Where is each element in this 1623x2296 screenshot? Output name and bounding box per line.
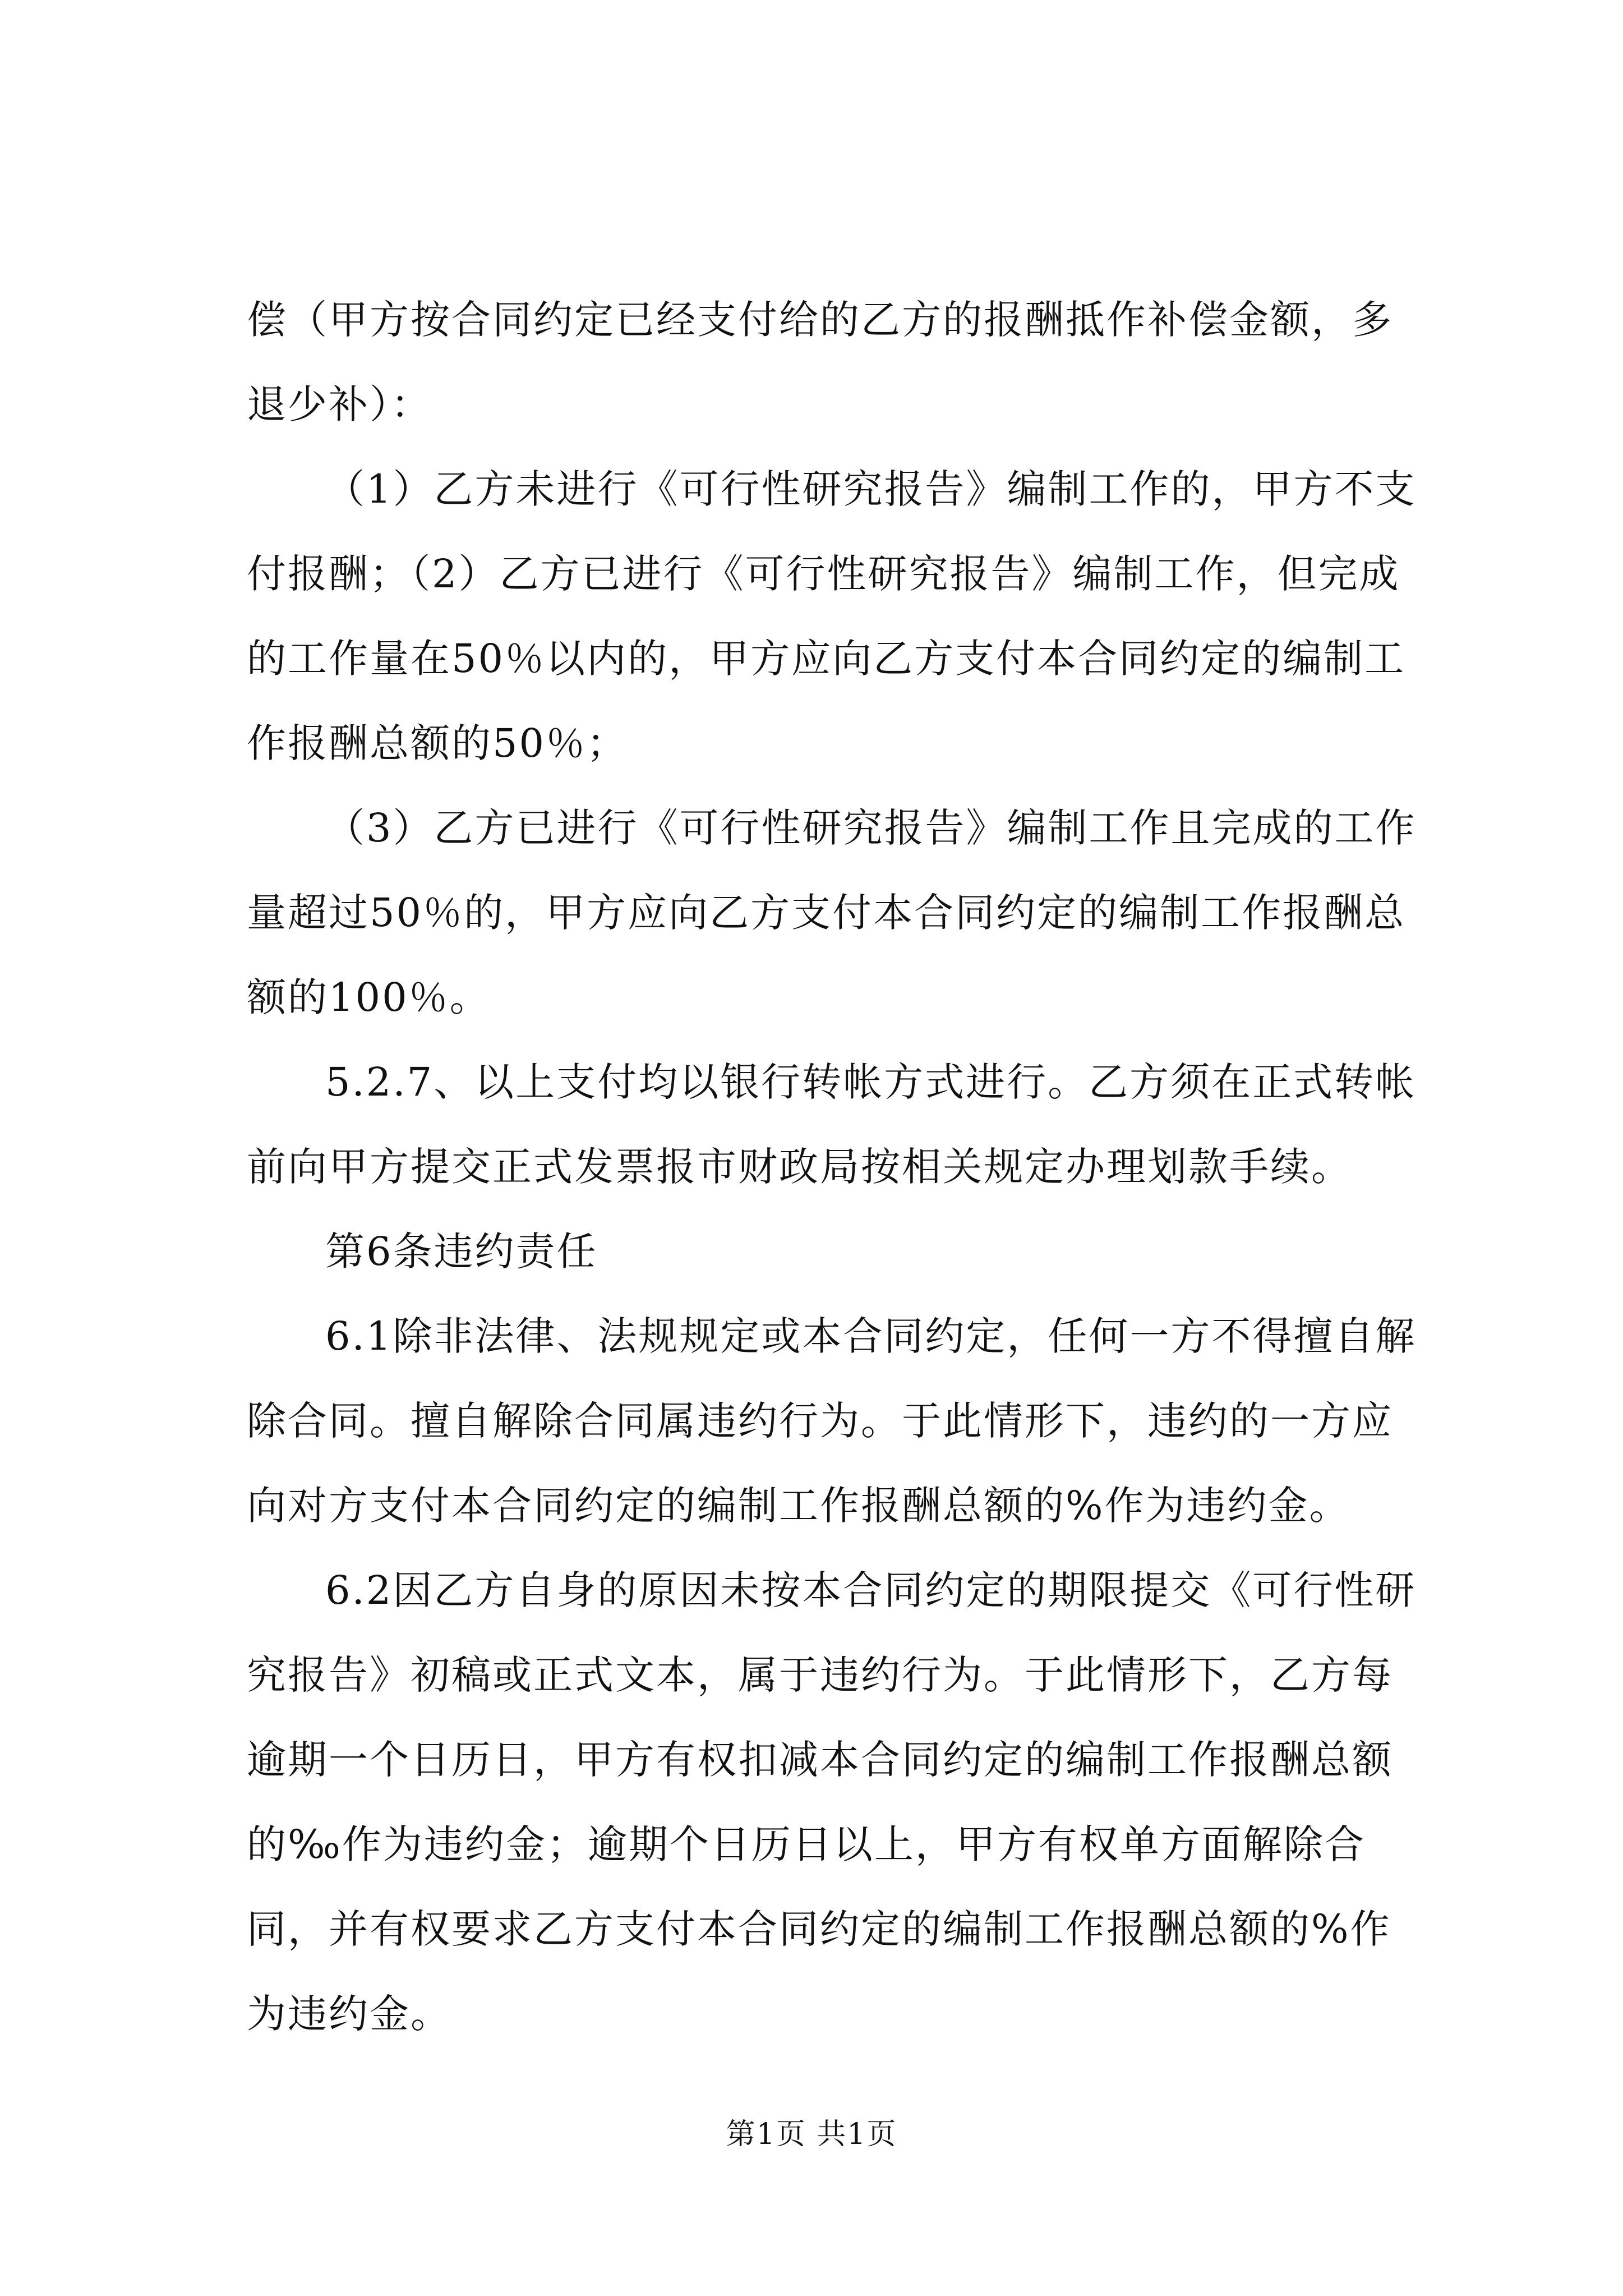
paragraph-case-3: （3）乙方已进行《可行性研究报告》编制工作且完成的工作量超过50％的，甲方应向乙方支付本合同约定的编制工作报酬总额的100％。 <box>247 805 1417 1020</box>
page-number-footer: 第1页 共1页 <box>726 2118 897 2151</box>
document-body <box>247 278 1419 2056</box>
paragraph-case-1-2: （1）乙方未进行《可行性研究报告》编制工作的，甲方不支付报酬；（2）乙方已进行《可行性研究报告》编制工作，但完成的工作量在50％以内的，甲方应向乙方支付本合同约定的编制工作报酬总额的50％； <box>247 466 1417 766</box>
paragraph-clause-5-2-7: 5.2.7、以上支付均以银行转帐方式进行。乙方须在正式转帐前向甲方提交正式发票报市财政局按相关规定办理划款手续。 <box>247 1059 1417 1190</box>
paragraph-clause-6-2: 6.2因乙方自身的原因未按本合同约定的期限提交《可行性研究报告》初稿或正式文本，属于违约行为。于此情形下，乙方每逾期一个日历日，甲方有权扣减本合同约定的编制工作报酬总额的‰作为违约金；逾期个日历日以上，甲方有权单方面解除合同，并有权要求乙方支付本合同约定的编制工作报酬总额的%作为违约金。 <box>247 1567 1417 2037</box>
paragraph-compensation-intro: 偿（甲方按合同约定已经支付给的乙方的报酬抵作补偿金额，多退少补）： <box>247 297 1393 427</box>
article-6-heading: 第6条违约责任 <box>325 1228 598 1274</box>
paragraph-clause-6-1: 6.1除非法律、法规规定或本合同约定，任何一方不得擅自解除合同。擅自解除合同属违约行为。于此情形下，违约的一方应向对方支付本合同约定的编制工作报酬总额的%作为违约金。 <box>247 1313 1417 1529</box>
